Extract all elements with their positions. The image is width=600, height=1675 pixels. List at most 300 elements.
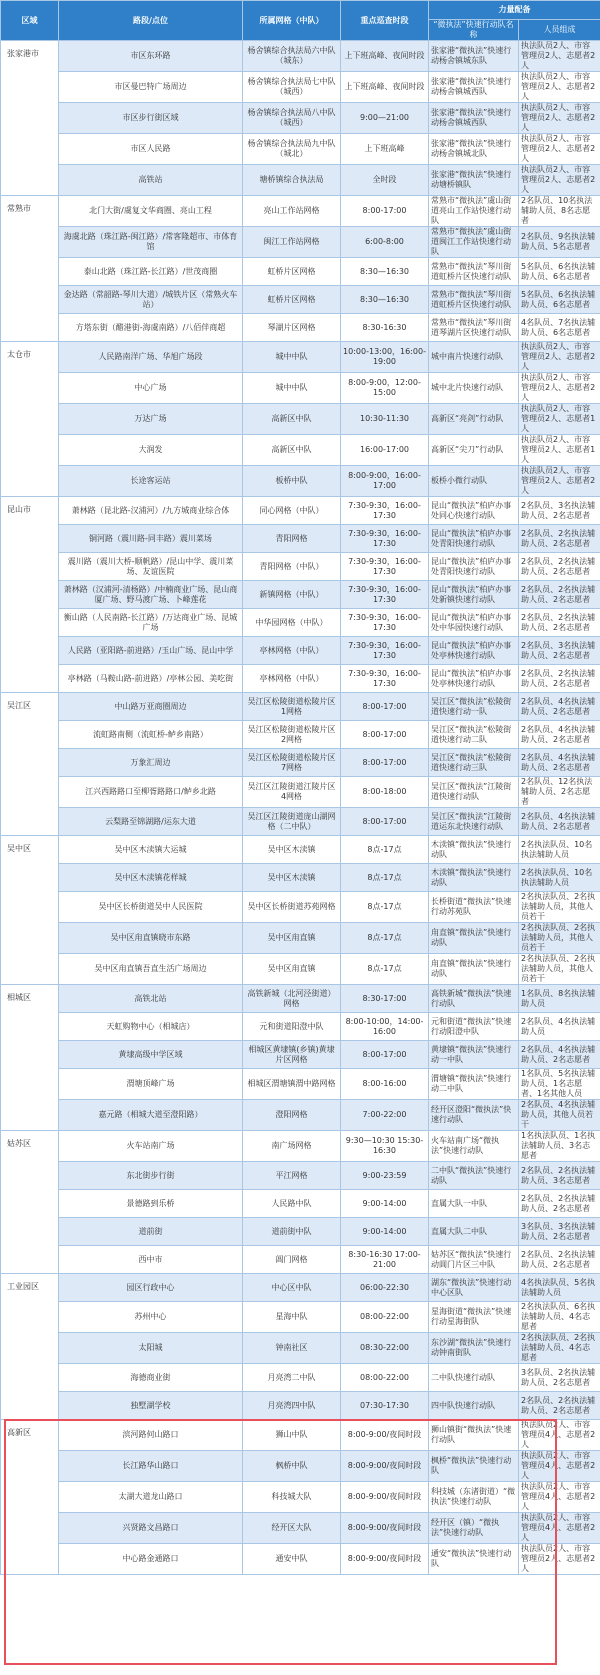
period-cell: 上下班高峰、夜间时段 <box>341 72 429 103</box>
table-row <box>1 665 600 693</box>
grid-cell: 元和街道阳澄中队 <box>243 1013 341 1041</box>
grid-cell: 相城区渭塘镇渭中路网格 <box>243 1069 341 1100</box>
grid-cell: 相城区黄埭镇(乡镇)黄埭片区网格 <box>243 1041 341 1069</box>
period-cell: 7:30-9:30，16:00-17:30 <box>341 525 429 553</box>
header-row <box>1 1 600 20</box>
table-row <box>1 609 600 637</box>
table-row <box>1 1302 600 1333</box>
grid-cell: 钟南社区 <box>243 1333 341 1364</box>
table-body <box>1 41 600 1575</box>
period-cell: 7:30-9:30，16:00-17:30 <box>341 637 429 665</box>
location-cell: 震川路（震川大桥-顺帆路）/昆山中学、震川菜场、友谊医院 <box>59 553 243 581</box>
table-row <box>1 1364 600 1392</box>
table-row <box>1 196 600 227</box>
location-cell: 吴中区长桥街道吴中人民医院 <box>59 892 243 923</box>
members-cell: 2名执法队员、2名执法辅助人员，其他人员若干 <box>519 923 600 954</box>
table-row <box>1 1544 600 1575</box>
location-cell: 中心广场 <box>59 373 243 404</box>
table-row <box>1 1041 600 1069</box>
period-cell: 8:00-9:00/夜间时段 <box>341 1482 429 1513</box>
location-cell: 市区步行街区域 <box>59 103 243 134</box>
period-cell: 08:00-22:00 <box>341 1302 429 1333</box>
table-row <box>1 1513 600 1544</box>
team-cell: 元和街道“微执法”快速行动阳澄中队 <box>429 1013 519 1041</box>
team-cell: 四中队快速行动队 <box>429 1392 519 1420</box>
district-cell: 张家港市 <box>1 41 59 196</box>
location-cell: 长途客运站 <box>59 466 243 497</box>
header-grid: 所属网格（中队） <box>243 1 341 41</box>
team-cell: 张家港“微执法”快速行动杨舍镇城东队 <box>429 41 519 72</box>
location-cell: 长江路华山路口 <box>59 1451 243 1482</box>
grid-cell: 亭林网格（中队） <box>243 665 341 693</box>
location-cell: 万达广场 <box>59 404 243 435</box>
members-cell: 2名队员、4名执法辅助人员，其他人员若干 <box>519 1100 600 1131</box>
team-cell: 吴江区“微执法”松陵街道快速行动三队 <box>429 749 519 777</box>
team-cell: 二中队“微执法”快速行动队 <box>429 1162 519 1190</box>
members-cell: 执法队员2人、市容管理员2人、志愿者2人 <box>519 41 600 72</box>
members-cell: 2名队员、4名执法辅助人员、2名志愿者 <box>519 693 600 721</box>
members-cell: 2名队员、2名执法辅助人员、2名志愿者 <box>519 609 600 637</box>
members-cell: 1名队员、5名执法辅助人员、1名志愿者、1名其他人员 <box>519 1069 600 1100</box>
period-cell: 9:00-14:00 <box>341 1218 429 1246</box>
team-cell: 城中北片快速行动队 <box>429 373 519 404</box>
period-cell: 8:30-17:00 <box>341 985 429 1013</box>
team-cell: 常熟市“微执法”琴川街道虹桥片区快速行动队 <box>429 286 519 314</box>
period-cell: 10:30-11:30 <box>341 404 429 435</box>
team-cell: 昆山“微执法”柏庐办事处中华园快速行动队 <box>429 609 519 637</box>
table-row <box>1 342 600 373</box>
members-cell: 执法队员2人、市容管理员2人、志愿者2人 <box>519 373 600 404</box>
location-cell: 嘉元路（相城大道至澄阳路） <box>59 1100 243 1131</box>
location-cell: 江兴西路路口至柳胥路路口/鲈乡北路 <box>59 777 243 808</box>
team-cell: 经开区（镇）“微执法”快速行动队 <box>429 1513 519 1544</box>
period-cell: 07:30-17:30 <box>341 1392 429 1420</box>
members-cell: 执法队员2人、市容管理员4人、志愿者2人 <box>519 1420 600 1451</box>
grid-cell: 高铁新城（北河泾街道）网格 <box>243 985 341 1013</box>
grid-cell: 澄阳网格 <box>243 1100 341 1131</box>
location-cell: 吴中区甪直镇晓市东路 <box>59 923 243 954</box>
table-row <box>1 41 600 72</box>
members-cell: 2名队员、4名执法辅助人员、2名志愿者 <box>519 721 600 749</box>
team-cell: 长桥街道“微执法”快速行动苏苑队 <box>429 892 519 923</box>
district-cell: 太仓市 <box>1 342 59 497</box>
location-cell: 太湖大道龙山路口 <box>59 1482 243 1513</box>
members-cell: 2名队员、3名执法辅助人员、2名志愿者 <box>519 497 600 525</box>
grid-cell: 虹桥片区网格 <box>243 258 341 286</box>
district-cell: 姑苏区 <box>1 1131 59 1274</box>
team-cell: 甪直镇“微执法”快速行动队 <box>429 954 519 985</box>
table-row <box>1 985 600 1013</box>
table-row <box>1 258 600 286</box>
table-row <box>1 923 600 954</box>
period-cell: 7:30-9:30，16:00-17:30 <box>341 581 429 609</box>
members-cell: 2名队员、2名执法辅助人员、2名志愿者 <box>519 1246 600 1274</box>
period-cell: 8:00-9:00，12:00-15:00 <box>341 373 429 404</box>
team-cell: 张家港“微执法”快速行动杨舍镇城西队 <box>429 72 519 103</box>
location-cell: 海虞北路（珠江路-闽江路）/常客隆超市、市体育馆 <box>59 227 243 258</box>
table-row <box>1 1246 600 1274</box>
members-cell: 2名执法队员、10名执法辅助人员 <box>519 836 600 864</box>
team-cell: 高新区“亮剑”行动队 <box>429 404 519 435</box>
table-row <box>1 497 600 525</box>
table-row <box>1 165 600 196</box>
location-cell: 萧林路（汉浦河-清杨路）/中楠商业广场、昆山商厦广场、野马渡广场、卜峰莲花 <box>59 581 243 609</box>
period-cell: 8:00-9:00/夜间时段 <box>341 1513 429 1544</box>
table-row <box>1 1274 600 1302</box>
grid-cell: 吴江区松陵街道松陵片区1网格 <box>243 693 341 721</box>
period-cell: 7:30-9:30，16:00-17:30 <box>341 497 429 525</box>
grid-cell: 吴江区松陵街道松陵片区2网格 <box>243 721 341 749</box>
period-cell: 8:00-18:00 <box>341 777 429 808</box>
location-cell: 火车站南广场 <box>59 1131 243 1162</box>
grid-cell: 吴中区木渎镇 <box>243 864 341 892</box>
location-cell: 吴中区木渎镇大运城 <box>59 836 243 864</box>
table-row <box>1 693 600 721</box>
table-row <box>1 1069 600 1100</box>
grid-cell: 城中中队 <box>243 373 341 404</box>
members-cell: 执法队员2人、市容管理员2人、志愿者1人 <box>519 404 600 435</box>
team-cell: 张家港“微执法”快速行动杨舍镇城西队 <box>429 103 519 134</box>
table-row <box>1 892 600 923</box>
team-cell: 张家港“微执法”快速行动塘桥镇队 <box>429 165 519 196</box>
grid-cell: 月亮湾二中队 <box>243 1364 341 1392</box>
period-cell: 08:30-22:00 <box>341 1333 429 1364</box>
period-cell: 上下班高峰 <box>341 134 429 165</box>
period-cell: 8:00-9:00，16:00-17:00 <box>341 466 429 497</box>
team-cell: 甪直镇“微执法”快速行动队 <box>429 923 519 954</box>
team-cell: 姑苏区“微执法”快速行动阊门片区三中队 <box>429 1246 519 1274</box>
grid-cell: 吴江区江陵街道江陵片区4网格 <box>243 777 341 808</box>
members-cell: 2名队员、4名执法辅助人员 <box>519 1013 600 1041</box>
members-cell: 执法队员2人、市容管理员2人、志愿者1人 <box>519 435 600 466</box>
members-cell: 2名执法队员、2名执法辅助人员、4名志愿者 <box>519 1333 600 1364</box>
team-cell: 昆山“微执法”柏庐办事处同心快速行动队 <box>429 497 519 525</box>
table-row <box>1 103 600 134</box>
table-row <box>1 466 600 497</box>
grid-cell: 塘桥镇综合执法局 <box>243 165 341 196</box>
members-cell: 2名队员、4名执法辅助人员、2名志愿者 <box>519 749 600 777</box>
grid-cell: 高新区中队 <box>243 435 341 466</box>
members-cell: 3名队员、3名执法辅助人员、2名志愿者 <box>519 1218 600 1246</box>
grid-cell: 经开区大队 <box>243 1513 341 1544</box>
team-cell: 昆山“微执法”柏庐办事处亭林快速行动队 <box>429 665 519 693</box>
table-row <box>1 777 600 808</box>
district-cell: 昆山市 <box>1 497 59 693</box>
grid-cell: 板桥中队 <box>243 466 341 497</box>
district-cell: 工业园区 <box>1 1274 59 1420</box>
location-cell: 泰山北路（珠江路-长江路）/世茂商圈 <box>59 258 243 286</box>
table-row <box>1 808 600 836</box>
period-cell: 8:30-16:30 17:00-21:00 <box>341 1246 429 1274</box>
grid-cell: 枫桥中队 <box>243 1451 341 1482</box>
members-cell: 2名队员、12名执法辅助人员、2名志愿者 <box>519 777 600 808</box>
grid-cell: 科技城大队 <box>243 1482 341 1513</box>
location-cell: 市区曼巴特广场周边 <box>59 72 243 103</box>
location-cell: 市区人民路 <box>59 134 243 165</box>
location-cell: 云梨路至锦湖路/运东大道 <box>59 808 243 836</box>
grid-cell: 虹桥片区网格 <box>243 286 341 314</box>
team-cell: 常熟市“微执法”虞山街道亮山工作站快速行动队 <box>429 196 519 227</box>
members-cell: 执法队员2人、市容管理员2人、志愿者2人 <box>519 1544 600 1575</box>
members-cell: 执法队员2人、市容管理员4人、志愿者2人 <box>519 1513 600 1544</box>
members-cell: 2名执法队员、2名执法辅助人员，其他人员若干 <box>519 954 600 985</box>
members-cell: 2名队员、3名执法辅助人员、2名志愿者 <box>519 637 600 665</box>
grid-cell: 平江网格 <box>243 1162 341 1190</box>
members-cell: 2名队员、2名执法辅助人员、2名志愿者 <box>519 553 600 581</box>
members-cell: 2名队员、2名执法辅助人员、3名志愿者 <box>519 1162 600 1190</box>
team-cell: 通安“微执法”快速行动队 <box>429 1544 519 1575</box>
team-cell: 常熟市“微执法”琴川街道琴湖片区快速行动队 <box>429 314 519 342</box>
period-cell: 8:30-16:30 <box>341 314 429 342</box>
members-cell: 2名队员、2名执法辅助人员、2名志愿者 <box>519 581 600 609</box>
header-period: 重点巡查时段 <box>341 1 429 41</box>
location-cell: 人民路南洋广场、华旭广场段 <box>59 342 243 373</box>
period-cell: 8:00-17:00 <box>341 693 429 721</box>
team-cell: 直属大队一中队 <box>429 1190 519 1218</box>
team-cell: 狮山镇街“微执法”快速行动队 <box>429 1420 519 1451</box>
district-cell: 吴中区 <box>1 836 59 985</box>
team-cell: 星海街道“微执法”快速行动星海街队 <box>429 1302 519 1333</box>
members-cell: 2名执法队员、10名执法辅助人员 <box>519 864 600 892</box>
team-cell: 张家港“微执法”快速行动杨舍镇城北队 <box>429 134 519 165</box>
period-cell: 8:00-17:00 <box>341 196 429 227</box>
location-cell: 道前街 <box>59 1218 243 1246</box>
location-cell: 高铁北站 <box>59 985 243 1013</box>
period-cell: 全时段 <box>341 165 429 196</box>
team-cell: 昆山“微执法”柏庐办事处青阳快速行动队 <box>429 553 519 581</box>
period-cell: 10:00-13:00，16:00-19:00 <box>341 342 429 373</box>
location-cell: 太阳城 <box>59 1333 243 1364</box>
team-cell: 板桥小微行动队 <box>429 466 519 497</box>
table-row <box>1 1333 600 1364</box>
period-cell: 8:00-17:00 <box>341 749 429 777</box>
grid-cell: 通安中队 <box>243 1544 341 1575</box>
location-cell: 北门大街/虞复文华商圈、亮山工程 <box>59 196 243 227</box>
members-cell: 2名队员、2名执法辅助人员、2名志愿者 <box>519 1392 600 1420</box>
members-cell: 执法队员2人、市容管理员2人、志愿者2人 <box>519 466 600 497</box>
header-team: “微执法”快速行动队名称 <box>429 20 519 41</box>
team-cell: 吴江区“微执法”松陵街道快速行动二队 <box>429 721 519 749</box>
grid-cell: 吴中区木渎镇 <box>243 836 341 864</box>
table-row <box>1 1392 600 1420</box>
grid-cell: 高新区中队 <box>243 404 341 435</box>
period-cell: 8:00-16:00 <box>341 1069 429 1100</box>
members-cell: 2名执法队员、2名执法辅助人员，其他人员若干 <box>519 892 600 923</box>
team-cell: 昆山“微执法”柏庐办事处亭林快速行动队 <box>429 637 519 665</box>
grid-cell: 闽江工作站网格 <box>243 227 341 258</box>
grid-cell: 琴湖片区网格 <box>243 314 341 342</box>
members-cell: 2名队员、2名执法辅助人员、2名志愿者 <box>519 665 600 693</box>
location-cell: 黄埭高级中学区域 <box>59 1041 243 1069</box>
location-cell: 滨河路何山路口 <box>59 1420 243 1451</box>
grid-cell: 同心网格（中队） <box>243 497 341 525</box>
district-cell: 常熟市 <box>1 196 59 342</box>
members-cell: 2名队员、10名执法辅助人员、8名志愿者 <box>519 196 600 227</box>
table-row <box>1 435 600 466</box>
grid-cell: 杨舍镇综合执法局七中队（城西） <box>243 72 341 103</box>
period-cell: 8:00-17:00 <box>341 721 429 749</box>
grid-cell: 吴中区甪直镇 <box>243 954 341 985</box>
period-cell: 7:30-9:30，16:00-17:30 <box>341 553 429 581</box>
grid-cell: 星海中队 <box>243 1302 341 1333</box>
team-cell: 经开区澄阳“微执法”快速行动队 <box>429 1100 519 1131</box>
team-cell: 常熟市“微执法”琴川街道虹桥片区快速行动队 <box>429 258 519 286</box>
period-cell: 9:00-14:00 <box>341 1190 429 1218</box>
team-cell: 直属大队二中队 <box>429 1218 519 1246</box>
team-cell: 东沙湖“微执法”快速行动钟南街队 <box>429 1333 519 1364</box>
location-cell: 独墅湖学校 <box>59 1392 243 1420</box>
period-cell: 8:00-9:00/夜间时段 <box>341 1451 429 1482</box>
members-cell: 执法队员2人、市容管理员2人、志愿者2人 <box>519 134 600 165</box>
location-cell: 人民路（亚阳路-前进路）/玉山广场、昆山中学 <box>59 637 243 665</box>
members-cell: 2名队员、2名执法辅助人员、2名志愿者 <box>519 1190 600 1218</box>
team-cell: 城中南片快速行动队 <box>429 342 519 373</box>
grid-cell: 月亮湾四中队 <box>243 1392 341 1420</box>
team-cell: 常熟市“微执法”虞山街道闽江工作站快速行动队 <box>429 227 519 258</box>
period-cell: 8点-17点 <box>341 954 429 985</box>
members-cell: 3名队员、2名执法辅助人员、2名志愿者 <box>519 1364 600 1392</box>
table-row <box>1 314 600 342</box>
table-row <box>1 954 600 985</box>
members-cell: 5名队员、6名执法辅助人员、6名志愿者 <box>519 258 600 286</box>
grid-cell: 杨舍镇综合执法局八中队（城西） <box>243 103 341 134</box>
table-row <box>1 749 600 777</box>
team-cell: 木渎镇“微执法”快速行动队 <box>429 836 519 864</box>
members-cell: 4名队员、7名执法辅助人员、6名志愿者 <box>519 314 600 342</box>
grid-cell: 吴江区江陵街道庞山湖网格（二中队） <box>243 808 341 836</box>
table-row <box>1 553 600 581</box>
district-cell: 高新区 <box>1 1420 59 1575</box>
members-cell: 2名队员、9名执法辅助人员、5名志愿者 <box>519 227 600 258</box>
team-cell: 昆山“微执法”柏庐办事处新镇快速行动队 <box>429 581 519 609</box>
district-cell: 相城区 <box>1 985 59 1131</box>
location-cell: 天虹购物中心（相城店） <box>59 1013 243 1041</box>
members-cell: 2名队员、4名执法辅助人员、2名志愿者 <box>519 1041 600 1069</box>
team-cell: 吴江区“微执法”江陵街道快速行动队 <box>429 777 519 808</box>
location-cell: 苏州中心 <box>59 1302 243 1333</box>
location-cell: 中山路万亚商圈周边 <box>59 693 243 721</box>
grid-cell: 道前街中队 <box>243 1218 341 1246</box>
location-cell: 市区东环路 <box>59 41 243 72</box>
table-row <box>1 1420 600 1451</box>
table-row <box>1 721 600 749</box>
period-cell: 8点-17点 <box>341 892 429 923</box>
team-cell: 高铁新城“微执法”快速行动队 <box>429 985 519 1013</box>
location-cell: 兴贤路文昌路口 <box>59 1513 243 1544</box>
location-cell: 吴中区甪直镇吾直生活广场周边 <box>59 954 243 985</box>
location-cell: 亭林路（马鞍山路-前进路）/亭林公园、美吃街 <box>59 665 243 693</box>
table-row <box>1 581 600 609</box>
table-row <box>1 404 600 435</box>
district-cell: 吴江区 <box>1 693 59 836</box>
team-cell: 渭塘镇“微执法”快速行动二中队 <box>429 1069 519 1100</box>
location-cell: 园区行政中心 <box>59 1274 243 1302</box>
members-cell: 执法队员2人、市容管理员2人、志愿者2人 <box>519 103 600 134</box>
members-cell: 执法队员2人、市容管理员2人、志愿者2人 <box>519 342 600 373</box>
team-cell: 吴江区“微执法”松陵街道快速行动一队 <box>429 693 519 721</box>
table-row <box>1 1013 600 1041</box>
location-cell: 景德路到乐桥 <box>59 1190 243 1218</box>
grid-cell: 吴江区松陵街道松陵片区7网格 <box>243 749 341 777</box>
table-row <box>1 1218 600 1246</box>
members-cell: 5名队员、6名执法辅助人员、6名志愿者 <box>519 286 600 314</box>
grid-cell: 吴中区甪直镇 <box>243 923 341 954</box>
table-row <box>1 1131 600 1162</box>
period-cell: 8:30—16:30 <box>341 286 429 314</box>
location-cell: 萧林路（昆北路-汉浦河）/九方城商业综合体 <box>59 497 243 525</box>
members-cell: 执法队员2人、市容管理员2人、志愿者2人 <box>519 72 600 103</box>
location-cell: 金达路（常韶路-琴川大道）/城铁片区（常熟火车站） <box>59 286 243 314</box>
table-row <box>1 864 600 892</box>
grid-cell: 阊门网格 <box>243 1246 341 1274</box>
period-cell: 9:30—10:30 15:30-16:30 <box>341 1131 429 1162</box>
grid-cell: 青阳网格 <box>243 525 341 553</box>
grid-cell: 中华园网格（中队） <box>243 609 341 637</box>
grid-cell: 亮山工作站网格 <box>243 196 341 227</box>
table-row <box>1 525 600 553</box>
location-cell: 东北街步行街 <box>59 1162 243 1190</box>
period-cell: 7:30-9:30，16:00-17:30 <box>341 609 429 637</box>
table-row <box>1 1100 600 1131</box>
header-district: 区域 <box>1 1 59 41</box>
location-cell: 西中市 <box>59 1246 243 1274</box>
period-cell: 8点-17点 <box>341 864 429 892</box>
table-row <box>1 134 600 165</box>
period-cell: 08:00-22:00 <box>341 1364 429 1392</box>
location-cell: 铜河路（震川路-同丰路）震川菜场 <box>59 525 243 553</box>
period-cell: 8:00-9:00/夜间时段 <box>341 1544 429 1575</box>
team-cell: 枫桥“微执法”快速行动队 <box>429 1451 519 1482</box>
location-cell: 流虹路南侧（流虹桥-鲈乡南路） <box>59 721 243 749</box>
period-cell: 7:30-9:30，16:00-17:30 <box>341 665 429 693</box>
table-row <box>1 227 600 258</box>
location-cell: 万象汇周边 <box>59 749 243 777</box>
period-cell: 8:30—16:30 <box>341 258 429 286</box>
grid-cell: 城中中队 <box>243 342 341 373</box>
grid-cell: 中心区中队 <box>243 1274 341 1302</box>
grid-cell: 人民路中队 <box>243 1190 341 1218</box>
period-cell: 16:00-17:00 <box>341 435 429 466</box>
members-cell: 执法队员2人、市容管理员2人、志愿者2人 <box>519 165 600 196</box>
grid-cell: 亭林网格（中队） <box>243 637 341 665</box>
header-location: 路段/点位 <box>59 1 243 41</box>
table-row <box>1 1162 600 1190</box>
location-cell: 衡山路（人民南路-长江路）/万达商业广场、昆城广场 <box>59 609 243 637</box>
grid-cell: 吴中区长桥街道苏苑网格 <box>243 892 341 923</box>
grid-cell: 青阳网格（中队） <box>243 553 341 581</box>
period-cell: 8:00-10:00，14:00-16:00 <box>341 1013 429 1041</box>
period-cell: 8点-17点 <box>341 923 429 954</box>
team-cell: 高新区“尖刀”行动队 <box>429 435 519 466</box>
team-cell: 吴江区“微执法”江陵街道运东北快速行动队 <box>429 808 519 836</box>
members-cell: 2名队员、4名执法辅助人员、2名志愿者 <box>519 808 600 836</box>
table-row <box>1 836 600 864</box>
team-cell: 湖东“微执法”快速行动中心区队 <box>429 1274 519 1302</box>
period-cell: 06:00-22:30 <box>341 1274 429 1302</box>
members-cell: 1名执法队员、1名执法辅助人员、3名志愿者 <box>519 1131 600 1162</box>
period-cell: 上下班高峰、夜间时段 <box>341 41 429 72</box>
team-cell: 火车站南广场“微执法”快速行动队 <box>429 1131 519 1162</box>
members-cell: 2名队员、2名执法辅助人员、2名志愿者 <box>519 525 600 553</box>
location-cell: 高铁站 <box>59 165 243 196</box>
period-cell: 8点-17点 <box>341 836 429 864</box>
members-cell: 1名队员、8名执法辅助人员 <box>519 985 600 1013</box>
period-cell: 9:00—21:00 <box>341 103 429 134</box>
period-cell: 6:00-8:00 <box>341 227 429 258</box>
team-cell: 木渎镇“微执法”快速行动队 <box>429 864 519 892</box>
team-cell: 昆山“微执法”柏庐办事处青阳快速行动队 <box>429 525 519 553</box>
table-row <box>1 1190 600 1218</box>
